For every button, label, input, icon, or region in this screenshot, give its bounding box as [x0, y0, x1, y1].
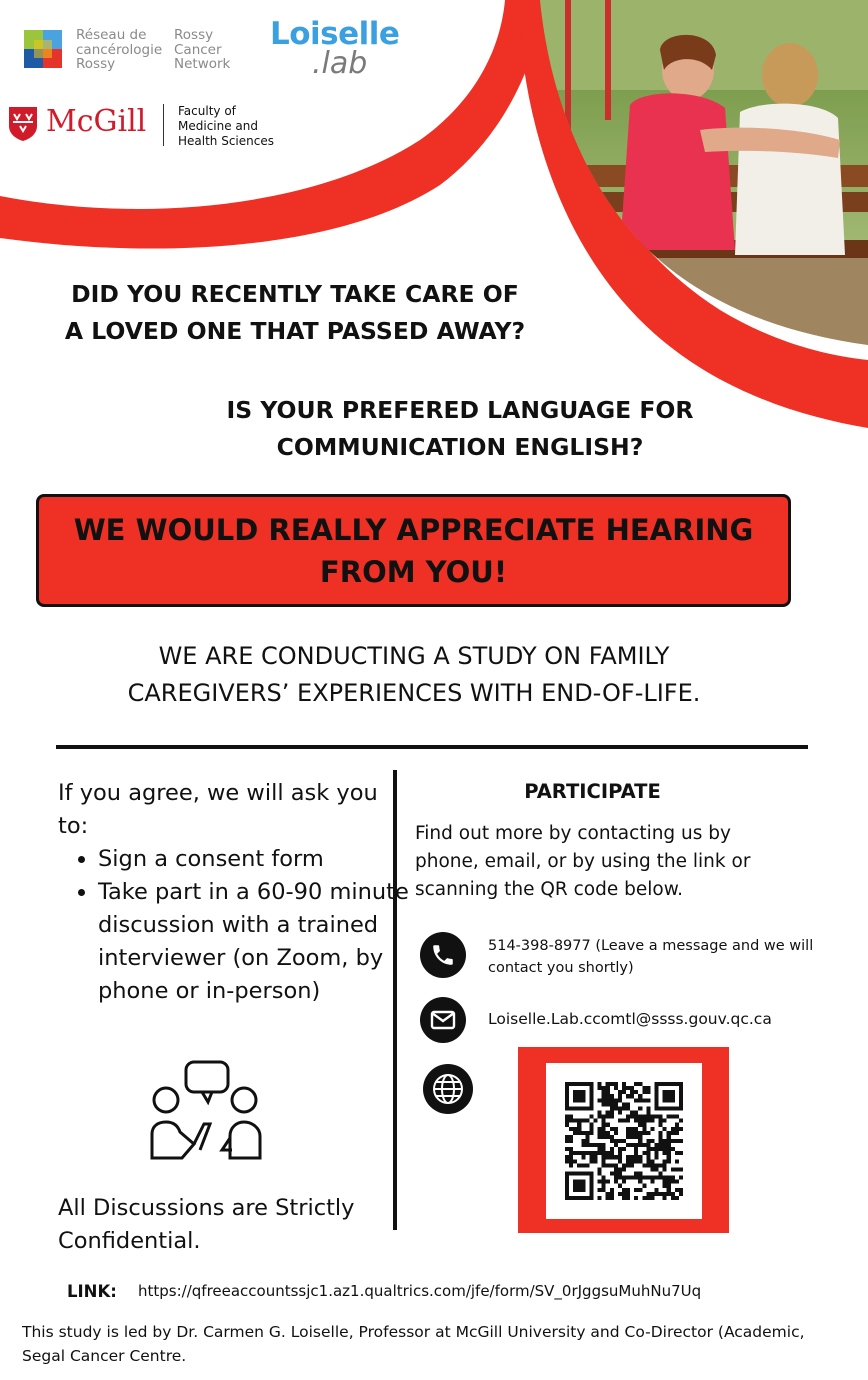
banner-line: WE WOULD REALLY APPRECIATE HEARING	[73, 512, 754, 547]
banner-text	[56, 509, 772, 593]
requirements-list	[58, 843, 428, 1008]
rossy-name-en	[174, 28, 230, 72]
appeal-banner	[36, 494, 791, 607]
discussion-people-icon	[148, 1058, 266, 1164]
qr-code[interactable]	[565, 1082, 683, 1200]
question-line: IS YOUR PREFERED LANGUAGE FOR	[226, 396, 694, 424]
mcgill-crest-icon	[8, 106, 38, 142]
faculty-line: Faculty of	[178, 104, 236, 118]
faculty-line: Health Sciences	[178, 134, 274, 148]
survey-link[interactable]: https://qfreeaccountssjc1.az1.qualtrics.com/jfe/form/SV_0rJggsuMuhNu7Uq	[138, 1282, 702, 1300]
loiselle-logo-bottom: .lab	[312, 46, 368, 81]
phone-contact[interactable]: 514-398-8977 (Leave a message and we will contact you shortly)	[488, 938, 814, 976]
rossy-logo-icon	[24, 30, 62, 68]
footer-credit: This study is led by Dr. Carmen G. Loiselle, Professor at McGill University and Co-Director (Academic, Segal Cancer Centre.	[22, 1323, 805, 1365]
phone-icon	[420, 932, 466, 978]
study-line: WE ARE CONDUCTING A STUDY ON FAMILY	[158, 642, 670, 670]
faculty-line: Medicine and	[178, 119, 258, 133]
list-item: • Take part in a 60-90 minute discussion with a trained interviewer (on Zoom, by phone or in-person)	[98, 876, 428, 1008]
rossy-fr-line: cancérologie	[76, 41, 163, 58]
participate-description: Find out more by contacting us by phone, email, or by using the link or scanning the QR code below.	[415, 823, 751, 900]
rossy-fr-line: Rossy	[76, 56, 116, 72]
rossy-en-line: Network	[174, 56, 231, 72]
banner-line: FROM YOU!	[319, 554, 508, 589]
email-icon	[420, 997, 466, 1043]
left-intro: If you agree, we will ask you to:	[58, 780, 378, 839]
participate-heading: PARTICIPATE	[524, 780, 661, 803]
study-description	[40, 638, 788, 712]
rossy-en-line: Rossy	[174, 27, 214, 43]
mcgill-faculty	[178, 104, 274, 149]
question-line: COMMUNICATION ENGLISH?	[276, 433, 644, 461]
question-line: A LOVED ONE THAT PASSED AWAY?	[64, 317, 526, 345]
horizontal-divider	[56, 745, 808, 749]
loiselle-logo-top: Loiselle	[270, 16, 400, 52]
email-contact[interactable]: Loiselle.Lab.ccomtl@ssss.gouv.qc.ca	[488, 1010, 772, 1028]
question-line: DID YOU RECENTLY TAKE CARE OF	[71, 280, 519, 308]
rossy-name-fr	[76, 28, 162, 72]
link-label: LINK:	[67, 1282, 117, 1301]
list-item: • Sign a consent form	[98, 843, 428, 876]
confidentiality-note: All Discussions are Strictly Confidential.	[58, 1195, 355, 1254]
mcgill-divider	[163, 104, 164, 146]
study-line: CAREGIVERS’ EXPERIENCES WITH END-OF-LIFE.	[127, 679, 701, 707]
rossy-en-line: Cancer	[174, 41, 222, 58]
question-language	[180, 392, 740, 466]
rossy-fr-line: Réseau de	[76, 27, 147, 43]
question-caregiving	[30, 276, 560, 350]
globe-icon	[423, 1064, 473, 1114]
mcgill-wordmark: McGill	[46, 104, 147, 139]
